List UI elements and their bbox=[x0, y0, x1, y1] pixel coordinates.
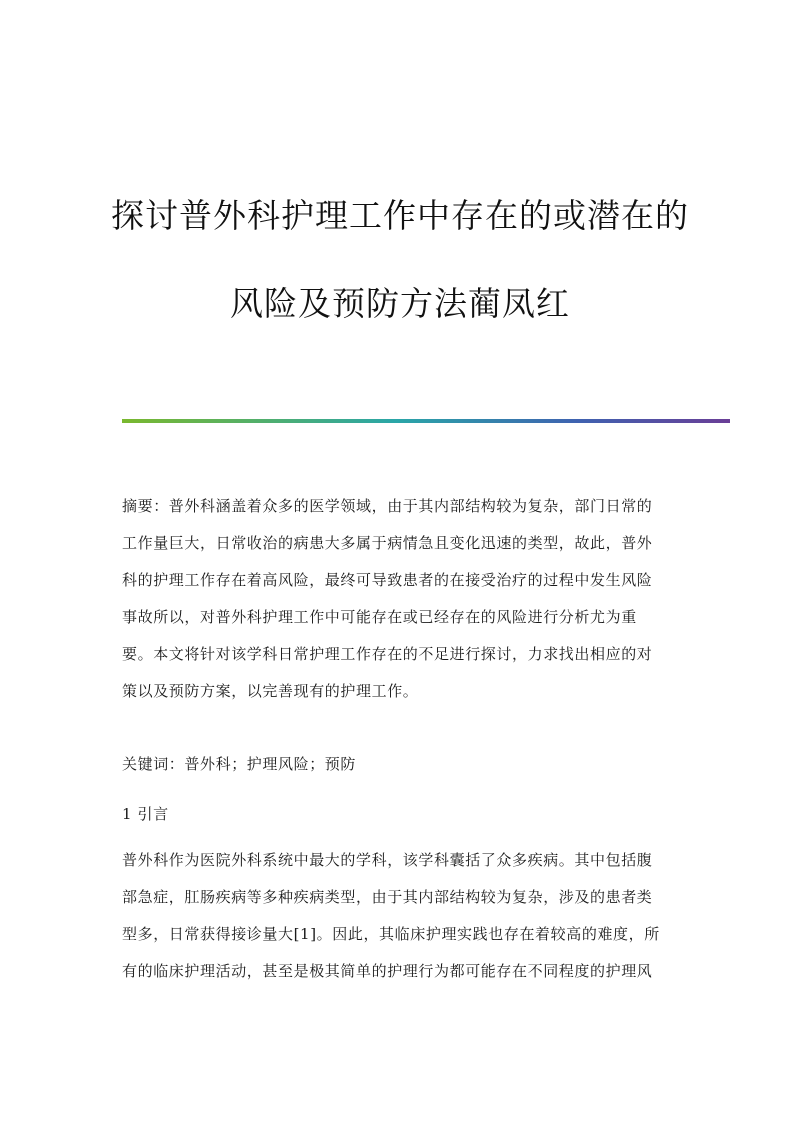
body-line: 部急症，肛肠疾病等多种疾病类型，由于其内部结构较为复杂，涉及的患者类 bbox=[122, 888, 653, 906]
abstract-line: 工作量巨大，日常收治的病患大多属于病情急且变化迅速的类型，故此，普外 bbox=[122, 534, 653, 552]
keywords bbox=[122, 746, 670, 783]
body-line: 型多，日常获得接诊量大[1]。因此，其临床护理实践也存在着较高的难度，所 bbox=[122, 925, 660, 943]
body-line: 普外科作为医院外科系统中最大的学科，该学科囊括了众多疾病。其中包括腹 bbox=[122, 851, 653, 869]
section-heading-introduction bbox=[122, 796, 670, 833]
abstract-line: 策以及预防方案，以完善现有的护理工作。 bbox=[122, 682, 419, 700]
abstract-line: 要。本文将针对该学科日常护理工作存在的不足进行探讨，力求找出相应的对 bbox=[122, 645, 653, 663]
paper-title-line-1: 探讨普外科护理工作中存在的或潜在的 bbox=[111, 196, 689, 235]
paper-title-line-2: 风险及预防方法蔺凤红 bbox=[230, 284, 570, 323]
abstract-line: 摘要：普外科涵盖着众多的医学领域，由于其内部结构较为复杂，部门日常的 bbox=[122, 497, 653, 515]
abstract-line: 科的护理工作存在着高风险，最终可导致患者的在接受治疗的过程中发生风险 bbox=[122, 571, 653, 589]
title-divider bbox=[122, 419, 730, 423]
body-line: 有的临床护理活动，甚至是极其简单的护理行为都可能存在不同程度的护理风 bbox=[122, 962, 653, 980]
section-heading-text: 1 引言 bbox=[122, 805, 169, 823]
abstract bbox=[122, 488, 670, 710]
abstract-line: 事故所以，对普外科护理工作中可能存在或已经存在的风险进行分析尤为重 bbox=[122, 608, 637, 626]
keywords-line: 关键词：普外科；护理风险；预防 bbox=[122, 755, 357, 773]
introduction-paragraph bbox=[122, 842, 670, 990]
